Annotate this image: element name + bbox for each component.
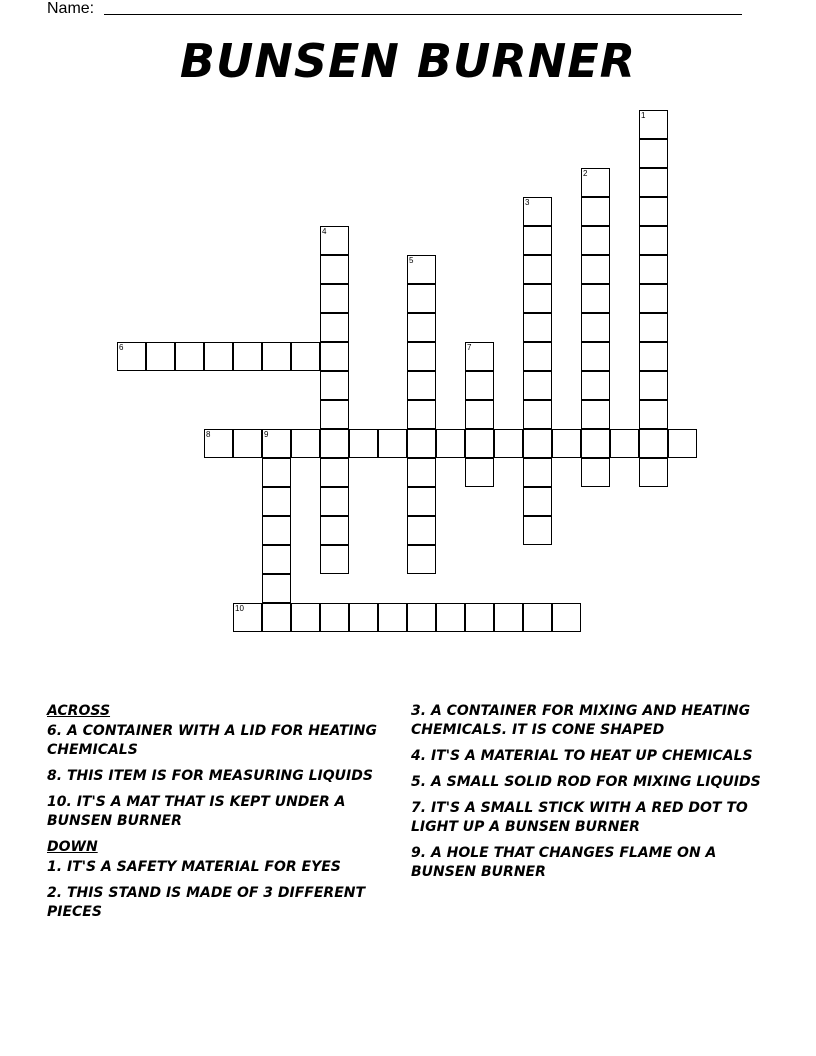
grid-cell[interactable]: [523, 400, 552, 429]
grid-cell[interactable]: [407, 255, 436, 284]
clue-item-text: IT'S A MAT THAT IS KEPT UNDER A BUNSEN BURNER: [47, 794, 346, 829]
grid-cell[interactable]: [349, 603, 378, 632]
grid-cell[interactable]: [320, 400, 349, 429]
grid-cell[interactable]: [639, 255, 668, 284]
grid-cell[interactable]: [581, 226, 610, 255]
grid-cell[interactable]: [639, 197, 668, 226]
grid-cell[interactable]: [233, 429, 262, 458]
grid-cell[interactable]: [523, 458, 552, 487]
clue-item: [411, 844, 771, 882]
clue-item-text: IT'S A MATERIAL TO HEAT UP CHEMICALS: [430, 748, 753, 764]
grid-cell[interactable]: [523, 603, 552, 632]
grid-cell[interactable]: [262, 487, 291, 516]
grid-cell[interactable]: [639, 429, 668, 458]
grid-cell[interactable]: [262, 516, 291, 545]
grid-cell[interactable]: [494, 603, 523, 632]
grid-cell[interactable]: [639, 400, 668, 429]
grid-cell[interactable]: [581, 371, 610, 400]
clues-left-column: [47, 702, 387, 929]
grid-cell[interactable]: [233, 603, 262, 632]
grid-cell[interactable]: [494, 429, 523, 458]
grid-cell[interactable]: [465, 429, 494, 458]
grid-cell[interactable]: [407, 342, 436, 371]
down-heading: DOWN: [47, 839, 98, 855]
grid-cell[interactable]: [639, 168, 668, 197]
grid-cell[interactable]: [552, 429, 581, 458]
grid-cell[interactable]: [117, 342, 146, 371]
grid-cell[interactable]: [639, 110, 668, 139]
clue-item-text: THIS STAND IS MADE OF 3 DIFFERENT PIECES: [47, 885, 366, 920]
clue-item: [411, 773, 771, 792]
grid-cell[interactable]: [639, 226, 668, 255]
grid-cell[interactable]: [407, 313, 436, 342]
clue-item-number: 2.: [47, 885, 67, 901]
clue-item-number: 1.: [47, 859, 67, 875]
clue-number: 8: [206, 430, 211, 439]
grid-cell[interactable]: [465, 400, 494, 429]
grid-cell[interactable]: [262, 429, 291, 458]
grid-cell[interactable]: [175, 342, 204, 371]
clue-item: [47, 884, 387, 922]
clue-item: [411, 799, 771, 837]
clue-number: 10: [235, 604, 244, 613]
grid-cell[interactable]: [639, 313, 668, 342]
grid-cell[interactable]: [523, 255, 552, 284]
grid-cell[interactable]: [523, 226, 552, 255]
grid-cell[interactable]: [378, 603, 407, 632]
grid-cell[interactable]: [639, 342, 668, 371]
clue-number: 4: [322, 227, 327, 236]
name-label: Name:: [47, 0, 95, 17]
grid-cell[interactable]: [407, 545, 436, 574]
clue-item-number: 7.: [411, 800, 431, 816]
grid-cell[interactable]: [581, 255, 610, 284]
clue-item: [411, 702, 771, 740]
clue-item: [47, 858, 387, 877]
clue-item-number: 6.: [47, 723, 67, 739]
grid-cell[interactable]: [581, 168, 610, 197]
grid-cell[interactable]: [523, 371, 552, 400]
clue-number: 5: [409, 256, 414, 265]
clue-item-number: 8.: [47, 768, 67, 784]
clue-item-text: IT'S A SAFETY MATERIAL FOR EYES: [66, 859, 341, 875]
grid-cell[interactable]: [320, 226, 349, 255]
across-clue-list: [47, 722, 387, 831]
clue-item: [47, 767, 387, 786]
grid-cell[interactable]: [320, 284, 349, 313]
grid-cell[interactable]: [407, 458, 436, 487]
grid-cell[interactable]: [204, 342, 233, 371]
grid-cell[interactable]: [523, 516, 552, 545]
page-title: BUNSEN BURNER: [179, 34, 637, 88]
grid-cell[interactable]: [581, 313, 610, 342]
grid-cell[interactable]: [233, 342, 262, 371]
grid-cell[interactable]: [639, 284, 668, 313]
grid-cell[interactable]: [610, 429, 639, 458]
across-heading: ACROSS: [47, 703, 111, 719]
grid-cell[interactable]: [320, 516, 349, 545]
clue-item-text: A HOLE THAT CHANGES FLAME ON A BUNSEN BURNER: [411, 845, 717, 880]
grid-cell[interactable]: [320, 458, 349, 487]
down-clue-list: [47, 858, 387, 922]
down-clue-list-continued: [411, 702, 771, 882]
grid-cell[interactable]: [552, 603, 581, 632]
grid-cell[interactable]: [291, 342, 320, 371]
grid-cell[interactable]: [320, 603, 349, 632]
grid-cell[interactable]: [523, 284, 552, 313]
clue-item: [47, 793, 387, 831]
grid-cell[interactable]: [320, 429, 349, 458]
grid-cell[interactable]: [407, 516, 436, 545]
clue-number: 7: [467, 343, 472, 352]
grid-cell[interactable]: [523, 313, 552, 342]
grid-cell[interactable]: [407, 487, 436, 516]
clue-item-number: 4.: [411, 748, 431, 764]
grid-cell[interactable]: [320, 313, 349, 342]
grid-cell[interactable]: [581, 284, 610, 313]
clue-item-number: 3.: [411, 703, 431, 719]
grid-cell[interactable]: [465, 458, 494, 487]
grid-cell[interactable]: [407, 284, 436, 313]
grid-cell[interactable]: [407, 603, 436, 632]
clue-number: 1: [641, 111, 646, 120]
clue-item-number: 10.: [47, 794, 77, 810]
grid-cell[interactable]: [262, 545, 291, 574]
grid-cell[interactable]: [262, 458, 291, 487]
grid-cell[interactable]: [291, 603, 320, 632]
grid-cell[interactable]: [407, 429, 436, 458]
grid-cell[interactable]: [523, 342, 552, 371]
grid-cell[interactable]: [407, 400, 436, 429]
grid-cell[interactable]: [581, 429, 610, 458]
grid-cell[interactable]: [320, 255, 349, 284]
clue-number: 9: [264, 430, 269, 439]
grid-cell[interactable]: [262, 574, 291, 603]
grid-cell[interactable]: [407, 371, 436, 400]
grid-cell[interactable]: [581, 458, 610, 487]
grid-cell[interactable]: [320, 342, 349, 371]
grid-cell[interactable]: [639, 371, 668, 400]
grid-cell[interactable]: [349, 429, 378, 458]
grid-cell[interactable]: [523, 197, 552, 226]
grid-cell[interactable]: [436, 429, 465, 458]
grid-cell[interactable]: [581, 197, 610, 226]
clue-number: 6: [119, 343, 124, 352]
grid-cell[interactable]: [523, 429, 552, 458]
grid-cell[interactable]: [465, 371, 494, 400]
clue-item-text: A SMALL SOLID ROD FOR MIXING LIQUIDS: [430, 774, 761, 790]
grid-cell[interactable]: [436, 603, 465, 632]
grid-cell[interactable]: [320, 371, 349, 400]
clue-item-number: 5.: [411, 774, 431, 790]
clue-number: 3: [525, 198, 530, 207]
name-underline: [104, 14, 742, 15]
grid-cell[interactable]: [320, 545, 349, 574]
clue-item: [47, 722, 387, 760]
clue-item-number: 9.: [411, 845, 431, 861]
grid-cell[interactable]: [291, 429, 320, 458]
grid-cell[interactable]: [204, 429, 233, 458]
grid-cell[interactable]: [639, 458, 668, 487]
grid-cell[interactable]: [378, 429, 407, 458]
grid-cell[interactable]: [262, 342, 291, 371]
grid-cell[interactable]: [523, 487, 552, 516]
clue-item-text: A CONTAINER FOR MIXING AND HEATING CHEMICALS. IT IS CONE SHAPED: [411, 703, 751, 738]
clue-item: [411, 747, 771, 766]
grid-cell[interactable]: [465, 603, 494, 632]
grid-cell[interactable]: [465, 342, 494, 371]
grid-cell[interactable]: [639, 139, 668, 168]
grid-cell[interactable]: [262, 603, 291, 632]
grid-cell[interactable]: [320, 487, 349, 516]
clue-number: 2: [583, 169, 588, 178]
grid-cell[interactable]: [581, 400, 610, 429]
clue-item-text: THIS ITEM IS FOR MEASURING LIQUIDS: [66, 768, 373, 784]
clues-right-column: [411, 702, 771, 889]
grid-cell[interactable]: [581, 342, 610, 371]
grid-cell[interactable]: [146, 342, 175, 371]
clue-item-text: A CONTAINER WITH A LID FOR HEATING CHEMICALS: [47, 723, 377, 758]
grid-cell[interactable]: [668, 429, 697, 458]
clue-item-text: IT'S A SMALL STICK WITH A RED DOT TO LIGHT UP A BUNSEN BURNER: [411, 800, 748, 835]
